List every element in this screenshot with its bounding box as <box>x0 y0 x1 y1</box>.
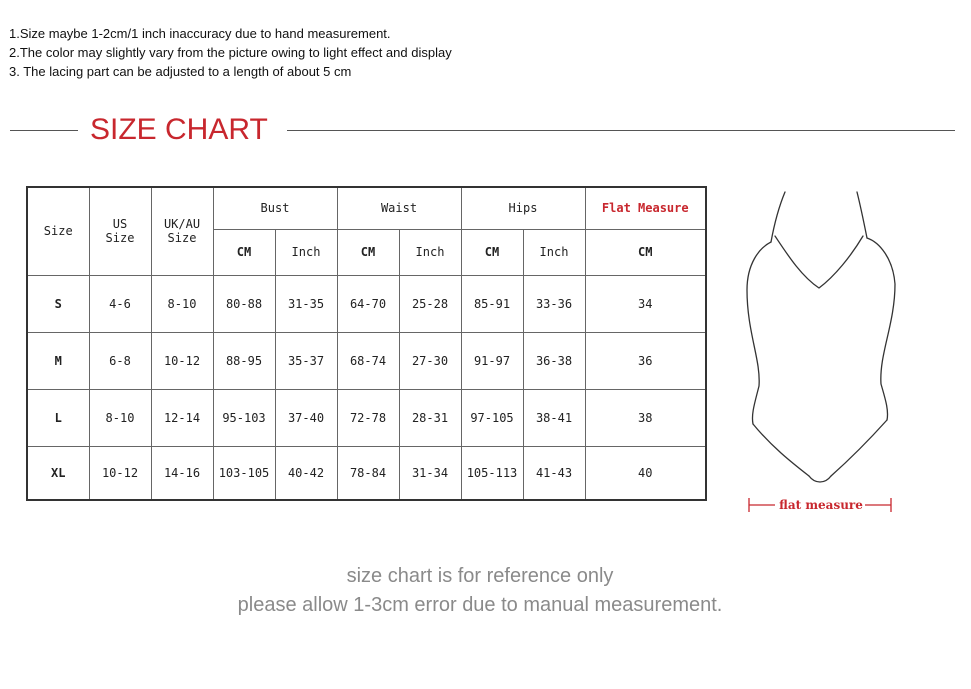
header-hips-cm: CM <box>461 229 523 275</box>
header-size: Size <box>27 187 89 275</box>
cell-waist-cm: 64-70 <box>337 275 399 332</box>
cell-waist-inch: 28-31 <box>399 389 461 446</box>
cell-uk: 10-12 <box>151 332 213 389</box>
cell-hips-cm: 85-91 <box>461 275 523 332</box>
note-2: 2.The color may slightly vary from the picture owing to light effect and display <box>9 45 452 60</box>
header-flat-cm: CM <box>585 229 706 275</box>
table-row <box>27 275 706 332</box>
footer-reference-note: size chart is for reference only <box>346 565 614 587</box>
flat-measure-label: flat measure <box>779 498 863 512</box>
cell-hips-inch: 41-43 <box>523 446 585 500</box>
cell-bust-inch: 37-40 <box>275 389 337 446</box>
title-divider-left <box>10 130 78 131</box>
header-waist-inch: Inch <box>399 229 461 275</box>
cell-bust-inch: 31-35 <box>275 275 337 332</box>
cell-size: XL <box>27 446 89 500</box>
left-side-outline <box>747 242 771 424</box>
header-hips-inch: Inch <box>523 229 585 275</box>
right-strap <box>857 192 867 238</box>
table-row <box>27 446 706 500</box>
cell-size: L <box>27 389 89 446</box>
notes <box>9 24 452 81</box>
table-row <box>27 389 706 446</box>
cell-bust-inch: 35-37 <box>275 332 337 389</box>
cell-flat-cm: 38 <box>585 389 706 446</box>
note-1: 1.Size maybe 1-2cm/1 inch inaccuracy due to hand measurement. <box>9 26 391 41</box>
header-flat-measure: Flat Measure <box>585 187 706 229</box>
cell-size: S <box>27 275 89 332</box>
size-chart-table <box>26 186 707 501</box>
cell-uk: 12-14 <box>151 389 213 446</box>
cell-bust-cm: 103-105 <box>213 446 275 500</box>
cell-waist-cm: 78-84 <box>337 446 399 500</box>
cell-flat-cm: 40 <box>638 465 653 480</box>
cell-waist-cm: 72-78 <box>337 389 399 446</box>
header-bust: Bust <box>213 187 337 229</box>
page-title: SIZE CHART <box>90 113 268 146</box>
cell-flat-cm: 34 <box>585 275 706 332</box>
cell-waist-inch: 31-34 <box>399 446 461 500</box>
cell-hips-cm: 97-105 <box>461 389 523 446</box>
cell-hips-cm: 91-97 <box>461 332 523 389</box>
right-leg-opening <box>831 420 887 476</box>
cell-bust-inch: 40-42 <box>275 446 337 500</box>
cell-bust-cm: 80-88 <box>213 275 275 332</box>
cell-waist-inch: 27-30 <box>399 332 461 389</box>
left-strap <box>771 192 785 242</box>
note-3: 3. The lacing part can be adjusted to a length of about 5 cm <box>9 64 352 79</box>
cell-us: 6-8 <box>89 332 151 389</box>
cell-size: M <box>27 332 89 389</box>
cell-bust-cm: 95-103 <box>213 389 275 446</box>
footer-error-note: please allow 1-3cm error due to manual measurement. <box>237 594 723 616</box>
header-us-size: US Size <box>89 187 151 275</box>
neckline <box>775 236 863 288</box>
cell-hips-inch: 33-36 <box>523 275 585 332</box>
title-row <box>10 113 955 149</box>
swimsuit-illustration <box>735 184 905 519</box>
cell-hips-cm: 105-113 <box>461 446 523 500</box>
header-bust-inch: Inch <box>275 229 337 275</box>
cell-flat-cm: 36 <box>585 332 706 389</box>
cell-waist-cm: 68-74 <box>337 332 399 389</box>
table-row <box>27 332 706 389</box>
header-waist: Waist <box>337 187 461 229</box>
cell-uk: 14-16 <box>151 446 213 500</box>
header-waist-cm: CM <box>337 229 399 275</box>
cell-uk: 8-10 <box>151 275 213 332</box>
header-uk-size: UK/AU Size <box>151 187 213 275</box>
header-hips: Hips <box>461 187 585 229</box>
cell-bust-cm: 88-95 <box>213 332 275 389</box>
left-leg-opening <box>753 424 809 476</box>
right-side-outline <box>867 238 895 420</box>
cell-us: 8-10 <box>89 389 151 446</box>
cell-us: 4-6 <box>89 275 151 332</box>
cell-hips-inch: 36-38 <box>523 332 585 389</box>
header-bust-cm: CM <box>213 229 275 275</box>
crotch <box>809 476 831 482</box>
cell-hips-inch: 38-41 <box>523 389 585 446</box>
title-divider-right <box>287 130 955 131</box>
cell-us: 10-12 <box>89 446 151 500</box>
cell-waist-inch: 25-28 <box>399 275 461 332</box>
